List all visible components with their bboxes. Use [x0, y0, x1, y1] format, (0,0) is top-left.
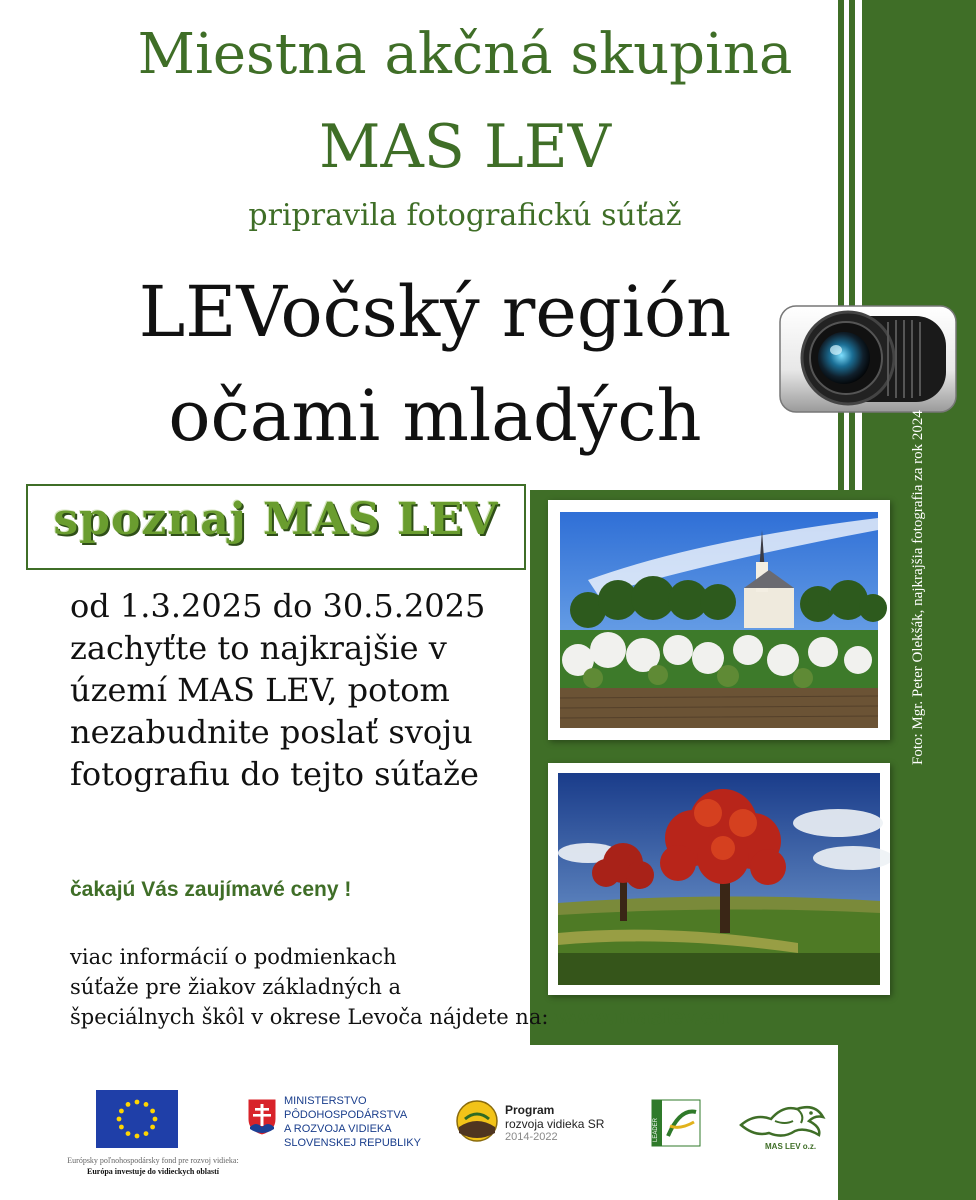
ministry-logo: [246, 1095, 446, 1155]
ministry-line: SLOVENSKEJ REPUBLIKY: [284, 1137, 421, 1149]
rural-development-program-logo: [455, 1097, 635, 1147]
leader-label: LEADER: [653, 1117, 659, 1142]
info-line: viac informácií o podmienkach: [70, 945, 397, 969]
ministry-line: PÔDOHOSPODÁRSTVA: [284, 1109, 408, 1121]
leader-logo-icon: [650, 1098, 702, 1148]
photo-credit-text: Foto: Mgr. Peter Olekšák, najkrajšia fotografia za rok 2024: [910, 410, 926, 765]
slovak-coat-of-arms-icon: [246, 1097, 278, 1137]
ministry-line: MINISTERSTVO: [284, 1095, 367, 1107]
description-line: nezabudnite poslať svoju: [70, 713, 473, 751]
program-title: Program: [505, 1103, 555, 1117]
mas-lev-logo: [735, 1095, 830, 1155]
description-line: od 1.3.2025 do 30.5.2025: [70, 587, 486, 625]
eu-slogan: Európa investuje do vidieckych oblastí: [86, 1167, 219, 1176]
eu-fund-caption: Európsky poľnohospodársky fond pre rozvoj vidieka:: [67, 1156, 239, 1165]
eu-flag-icon: [96, 1090, 178, 1148]
tagline: spoznaj MAS LEV: [53, 494, 499, 545]
info-line: súťaže pre žiakov základných a: [70, 975, 402, 999]
photo-credit: [910, 410, 950, 1000]
red-tree-landscape-image: [548, 763, 890, 995]
camera-icon: [778, 300, 960, 418]
program-subtitle: rozvoja vidieka SR: [505, 1117, 605, 1131]
info-line-prefix: špeciálnych škôl v okrese Levoča nájdete na:: [70, 1005, 556, 1029]
photo-red-tree: [548, 763, 890, 995]
description-line: území MAS LEV, potom: [70, 671, 450, 709]
photo-church: [548, 500, 890, 740]
lion-icon: [735, 1095, 830, 1141]
contest-title-line1: LEVočský región: [138, 271, 732, 353]
organization-acronym: MAS LEV: [319, 112, 611, 182]
prizes-note: čakajú Vás zaujímavé ceny !: [70, 878, 352, 901]
program-years: 2014-2022: [505, 1131, 558, 1143]
description-line: zachyťte to najkrajšie v: [70, 629, 447, 667]
program-emblem-icon: [455, 1099, 499, 1143]
ministry-line: A ROZVOJA VIDIEKA: [284, 1123, 392, 1135]
subtitle: pripravila fotografickú súťaž: [248, 198, 682, 233]
organization-name: Miestna akčná skupina: [137, 22, 793, 87]
website-link[interactable]: www.maslev.eu: [555, 1004, 730, 1029]
info-line: [70, 1002, 850, 1032]
contest-description: [70, 585, 540, 795]
church-landscape-image: [548, 500, 890, 740]
mas-lev-caption: MAS LEV o.z.: [765, 1142, 817, 1151]
description-line: fotografiu do tejto súťaže: [70, 755, 479, 793]
contest-title-line2: očami mladých: [168, 375, 702, 457]
